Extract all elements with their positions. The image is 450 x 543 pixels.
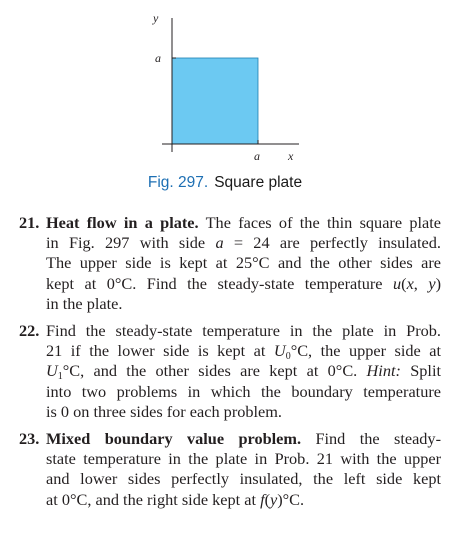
problem-title: Heat flow in a plate. xyxy=(46,213,199,232)
figure-caption-text: Square plate xyxy=(214,174,303,191)
problem-21 xyxy=(0,213,450,314)
problem-number: 21. xyxy=(19,213,40,232)
problem-line: kept at 0°C. Find the steady-state temperature u(x, y) xyxy=(46,273,441,293)
problem-line: in the plate. xyxy=(46,293,123,313)
problem-line: Heat flow in a plate. The faces of the thin square plate xyxy=(46,213,441,232)
problem-line: Find the steady-state temperature in the plate in Prob. xyxy=(46,321,441,341)
problem-line: and lower sides perfectly insulated, the left side kept xyxy=(46,469,441,489)
problem-line: 21 if the lower side is kept at $U_0^\circ C$, the upper side at xyxy=(46,341,441,363)
problem-list xyxy=(0,213,450,517)
problem-number: 23. xyxy=(19,429,40,449)
problem-line: in Fig. 297 with side a = 24 are perfectly insulated. xyxy=(46,233,441,253)
problem-line: is 0 on three sides for each problem. xyxy=(46,401,283,421)
problem-title: Mixed boundary value problem. xyxy=(46,429,302,449)
y-axis-label: y xyxy=(153,11,159,25)
problem-line: Mixed boundary value problem. Find the steady- xyxy=(46,429,441,449)
square-plate-figure xyxy=(0,0,450,163)
problem-line: state temperature in the plate in Prob. 21 with the upper xyxy=(46,449,441,469)
problem-line: into two problems in which the boundary temperature xyxy=(46,381,441,401)
problem-22 xyxy=(0,321,450,422)
x-axis-label: x xyxy=(288,149,294,163)
problem-line: $U_1^\circ C$, and the other sides are kept at 0°C. Hint: Split xyxy=(46,361,441,383)
side-label-y: a xyxy=(155,51,161,65)
problem-number: 22. xyxy=(19,321,40,341)
figure-caption xyxy=(0,174,450,192)
figure-number: Fig. 297. xyxy=(147,174,209,191)
square-plate xyxy=(172,58,258,144)
problem-23 xyxy=(0,429,450,510)
problem-line: The upper side is kept at 25°C and the other sides are xyxy=(46,253,441,273)
side-label-x: a xyxy=(254,149,260,163)
problem-line: at 0°C, and the right side kept at f(y)°C. xyxy=(46,489,305,509)
